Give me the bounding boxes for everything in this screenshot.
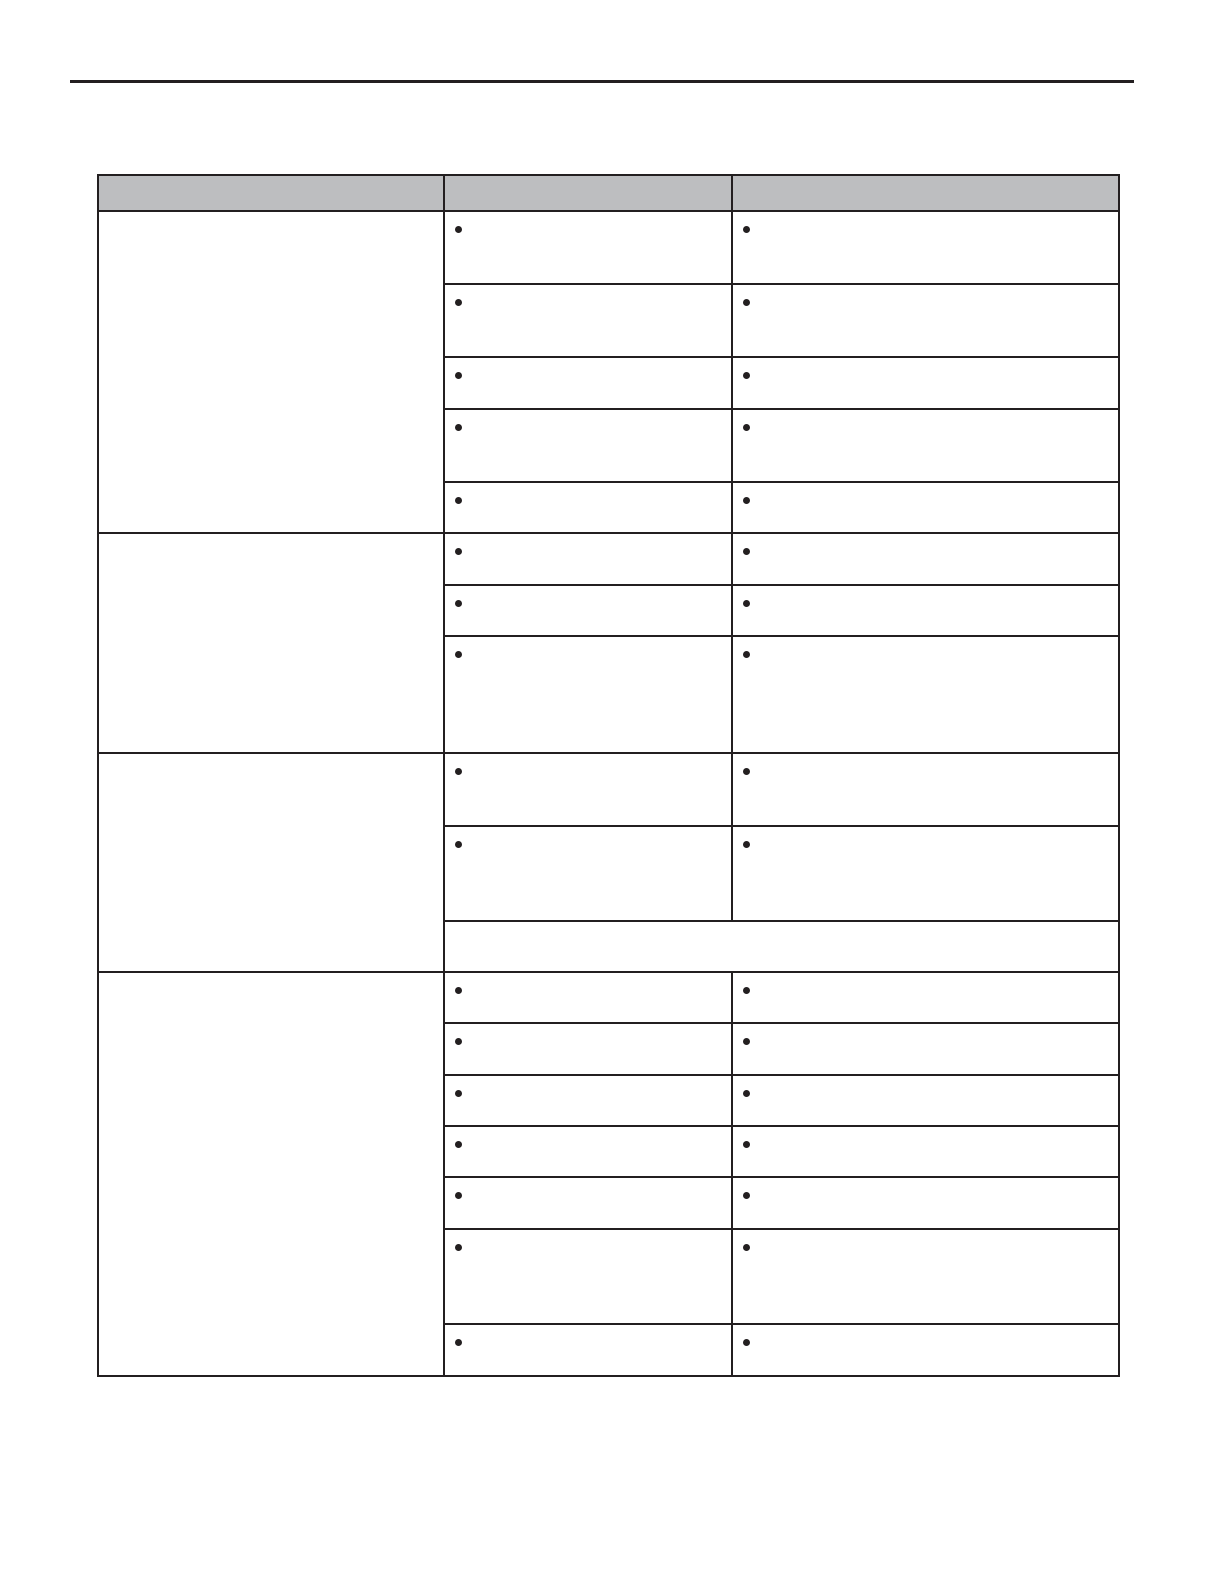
header-rule — [70, 80, 1134, 83]
cause-cell — [444, 482, 732, 533]
category-cell — [98, 211, 444, 533]
bullet-icon — [743, 1090, 750, 1097]
cause-cell — [444, 357, 732, 409]
solution-cell — [732, 211, 1119, 284]
bullet-icon — [743, 987, 750, 994]
bullet-icon — [455, 1038, 462, 1045]
category-text — [99, 212, 443, 229]
bullet-icon — [743, 548, 750, 555]
category-text — [99, 973, 443, 990]
bullet-icon — [455, 987, 462, 994]
solution-cell — [732, 1075, 1119, 1126]
category-text — [99, 754, 443, 771]
solution-cell — [732, 1177, 1119, 1229]
bullet-icon — [455, 226, 462, 233]
cause-cell — [444, 533, 732, 585]
cause-cell — [444, 1177, 732, 1229]
bullet-icon — [743, 1192, 750, 1199]
cause-cell — [444, 585, 732, 636]
bullet-icon — [743, 1244, 750, 1251]
solution-cell — [732, 357, 1119, 409]
cause-cell — [444, 1229, 732, 1324]
bullet-icon — [743, 651, 750, 658]
cause-cell — [444, 636, 732, 753]
bullet-icon — [455, 1192, 462, 1199]
bullet-icon — [743, 424, 750, 431]
bullet-icon — [455, 600, 462, 607]
troubleshooting-table — [97, 174, 1120, 1377]
solution-cell — [732, 533, 1119, 585]
solution-cell — [732, 636, 1119, 753]
cause-cell — [444, 1126, 732, 1177]
bullet-icon — [455, 841, 462, 848]
bullet-icon — [455, 1244, 462, 1251]
bullet-icon — [743, 600, 750, 607]
solution-cell — [732, 1023, 1119, 1075]
bullet-icon — [455, 1090, 462, 1097]
bullet-icon — [743, 299, 750, 306]
bullet-icon — [455, 651, 462, 658]
bullet-icon — [743, 1141, 750, 1148]
bullet-icon — [455, 548, 462, 555]
solution-cell — [732, 284, 1119, 357]
bullet-icon — [743, 768, 750, 775]
table-row — [98, 211, 1119, 284]
note-cell — [444, 921, 1119, 972]
solution-cell — [732, 1229, 1119, 1324]
category-cell — [98, 533, 444, 753]
bullet-icon — [743, 841, 750, 848]
solution-cell — [732, 1324, 1119, 1376]
header-cell-2 — [444, 175, 732, 211]
bullet-icon — [455, 372, 462, 379]
cause-cell — [444, 284, 732, 357]
solution-cell — [732, 826, 1119, 921]
table-row — [98, 753, 1119, 826]
bullet-icon — [743, 1038, 750, 1045]
table-header-row — [98, 175, 1119, 211]
bullet-icon — [743, 226, 750, 233]
header-cell-1 — [98, 175, 444, 211]
solution-cell — [732, 482, 1119, 533]
solution-cell — [732, 1126, 1119, 1177]
bullet-icon — [455, 768, 462, 775]
note-text — [445, 922, 1118, 939]
bullet-icon — [743, 372, 750, 379]
table-row — [98, 533, 1119, 585]
table-row — [98, 972, 1119, 1023]
bullet-icon — [743, 1339, 750, 1346]
cause-cell — [444, 1324, 732, 1376]
bullet-icon — [743, 497, 750, 504]
bullet-icon — [455, 1339, 462, 1346]
cause-cell — [444, 753, 732, 826]
bullet-icon — [455, 424, 462, 431]
solution-cell — [732, 972, 1119, 1023]
bullet-icon — [455, 497, 462, 504]
category-text — [99, 534, 443, 551]
cause-cell — [444, 409, 732, 482]
category-cell — [98, 972, 444, 1376]
cause-cell — [444, 1023, 732, 1075]
solution-cell — [732, 753, 1119, 826]
cause-cell — [444, 1075, 732, 1126]
solution-cell — [732, 409, 1119, 482]
solution-cell — [732, 585, 1119, 636]
cause-cell — [444, 211, 732, 284]
cause-cell — [444, 972, 732, 1023]
category-cell — [98, 753, 444, 972]
header-cell-3 — [732, 175, 1119, 211]
bullet-icon — [455, 1141, 462, 1148]
cause-cell — [444, 826, 732, 921]
bullet-icon — [455, 299, 462, 306]
